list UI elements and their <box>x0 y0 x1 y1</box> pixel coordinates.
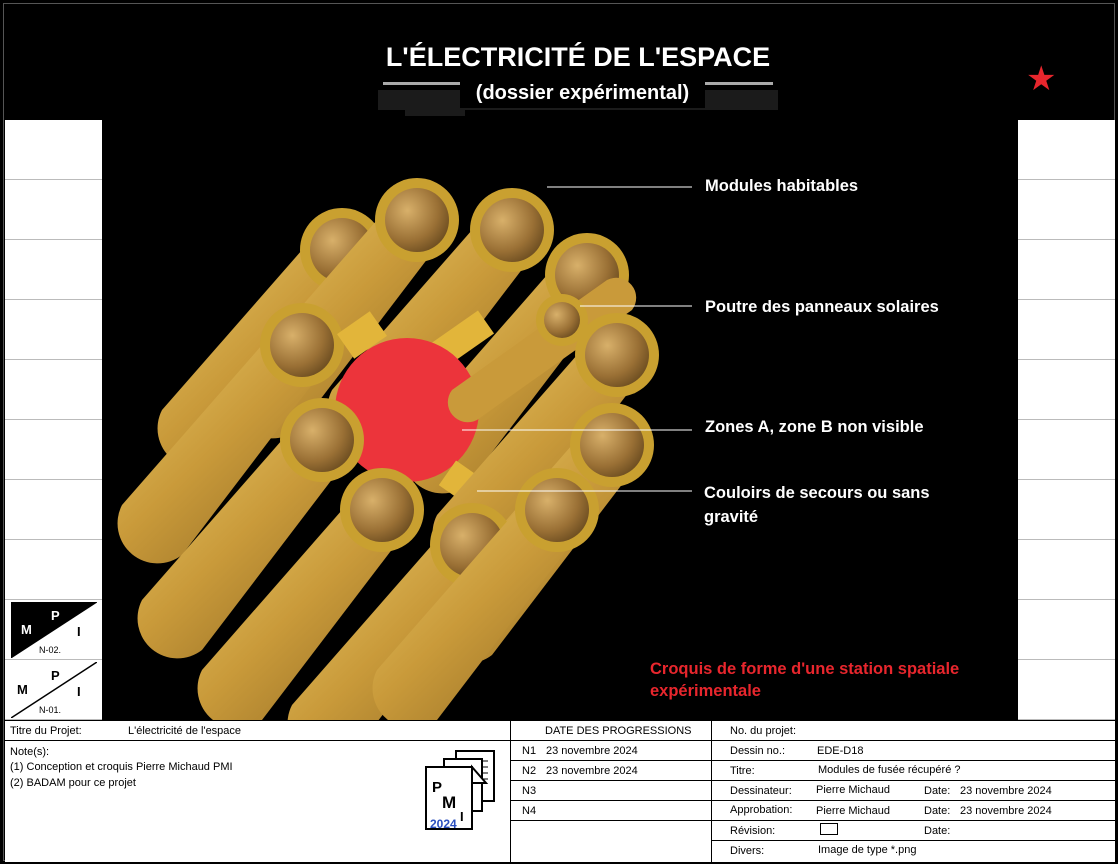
mpi-stamp-n02: M P I N-02. <box>10 601 96 657</box>
project-title-label: Titre du Projet: <box>10 725 82 737</box>
progress-n3-label: N3 <box>522 785 537 797</box>
progress-n1-date: 23 novembre 2024 <box>546 745 638 757</box>
page-subtitle: (dossier expérimental) <box>475 82 690 104</box>
callout-modules: Modules habitables <box>705 177 859 195</box>
approval-date-label: Date: <box>924 805 951 817</box>
drawing-number-value: EDE-D18 <box>817 745 864 757</box>
right-margin-grid <box>1018 120 1115 720</box>
callout-zones: Zones A, zone B non visible <box>705 418 924 436</box>
drafter-value: Pierre Michaud <box>816 784 890 796</box>
misc-value: Image de type *.png <box>818 844 917 856</box>
note-2: (2) BADAM pour ce projet <box>10 777 136 789</box>
drafter-label: Dessinateur: <box>730 785 792 797</box>
revision-date-label: Date: <box>924 825 951 837</box>
approval-value: Pierre Michaud <box>816 805 890 817</box>
notes-label: Note(s): <box>10 746 50 758</box>
progress-n2-date: 23 novembre 2024 <box>546 765 638 777</box>
progress-n1-label: N1 <box>522 745 537 757</box>
approval-date-value: 23 novembre 2024 <box>960 805 1052 817</box>
title-shadow <box>405 108 465 116</box>
drafter-date-label: Date: <box>924 785 951 797</box>
revision-label: Révision: <box>730 825 776 837</box>
drawing-number-label: Dessin no.: <box>730 745 786 757</box>
project-number-label: No. du projet: <box>730 725 797 737</box>
project-title-value: L'électricité de l'espace <box>128 725 242 737</box>
space-station-sketch <box>102 120 1018 720</box>
callout-solar-beam: Poutre des panneaux solaires <box>705 298 939 316</box>
title-block <box>5 720 1115 862</box>
star-icon: ★ <box>1026 60 1057 98</box>
progress-n2-label: N2 <box>522 765 537 777</box>
page-title: L'ÉLECTRICITÉ DE L'ESPACE <box>385 42 771 72</box>
drawing-title-label: Titre: <box>730 765 755 777</box>
revision-checkbox[interactable] <box>820 823 838 835</box>
note-1: (1) Conception et croquis Pierre Michaud PMI <box>10 761 233 773</box>
approval-label: Approbation: <box>730 804 793 816</box>
progress-n4-label: N4 <box>522 805 537 817</box>
progress-header: DATE DES PROGRESSIONS <box>545 725 692 737</box>
pmi-2024-logo: P M I 2024 <box>420 749 500 835</box>
callout-corridors: Couloirs de secours ou sans gravité <box>704 484 930 526</box>
mpi-stamp-n01: M P I N-01. <box>10 661 96 717</box>
drafter-date-value: 23 novembre 2024 <box>960 785 1052 797</box>
misc-label: Divers: <box>730 845 765 857</box>
drawing-title-value: Modules de fusée récupéré ? <box>818 764 961 776</box>
sketch-caption: Croquis de forme d'une station spatiale expérimentale <box>650 660 960 700</box>
